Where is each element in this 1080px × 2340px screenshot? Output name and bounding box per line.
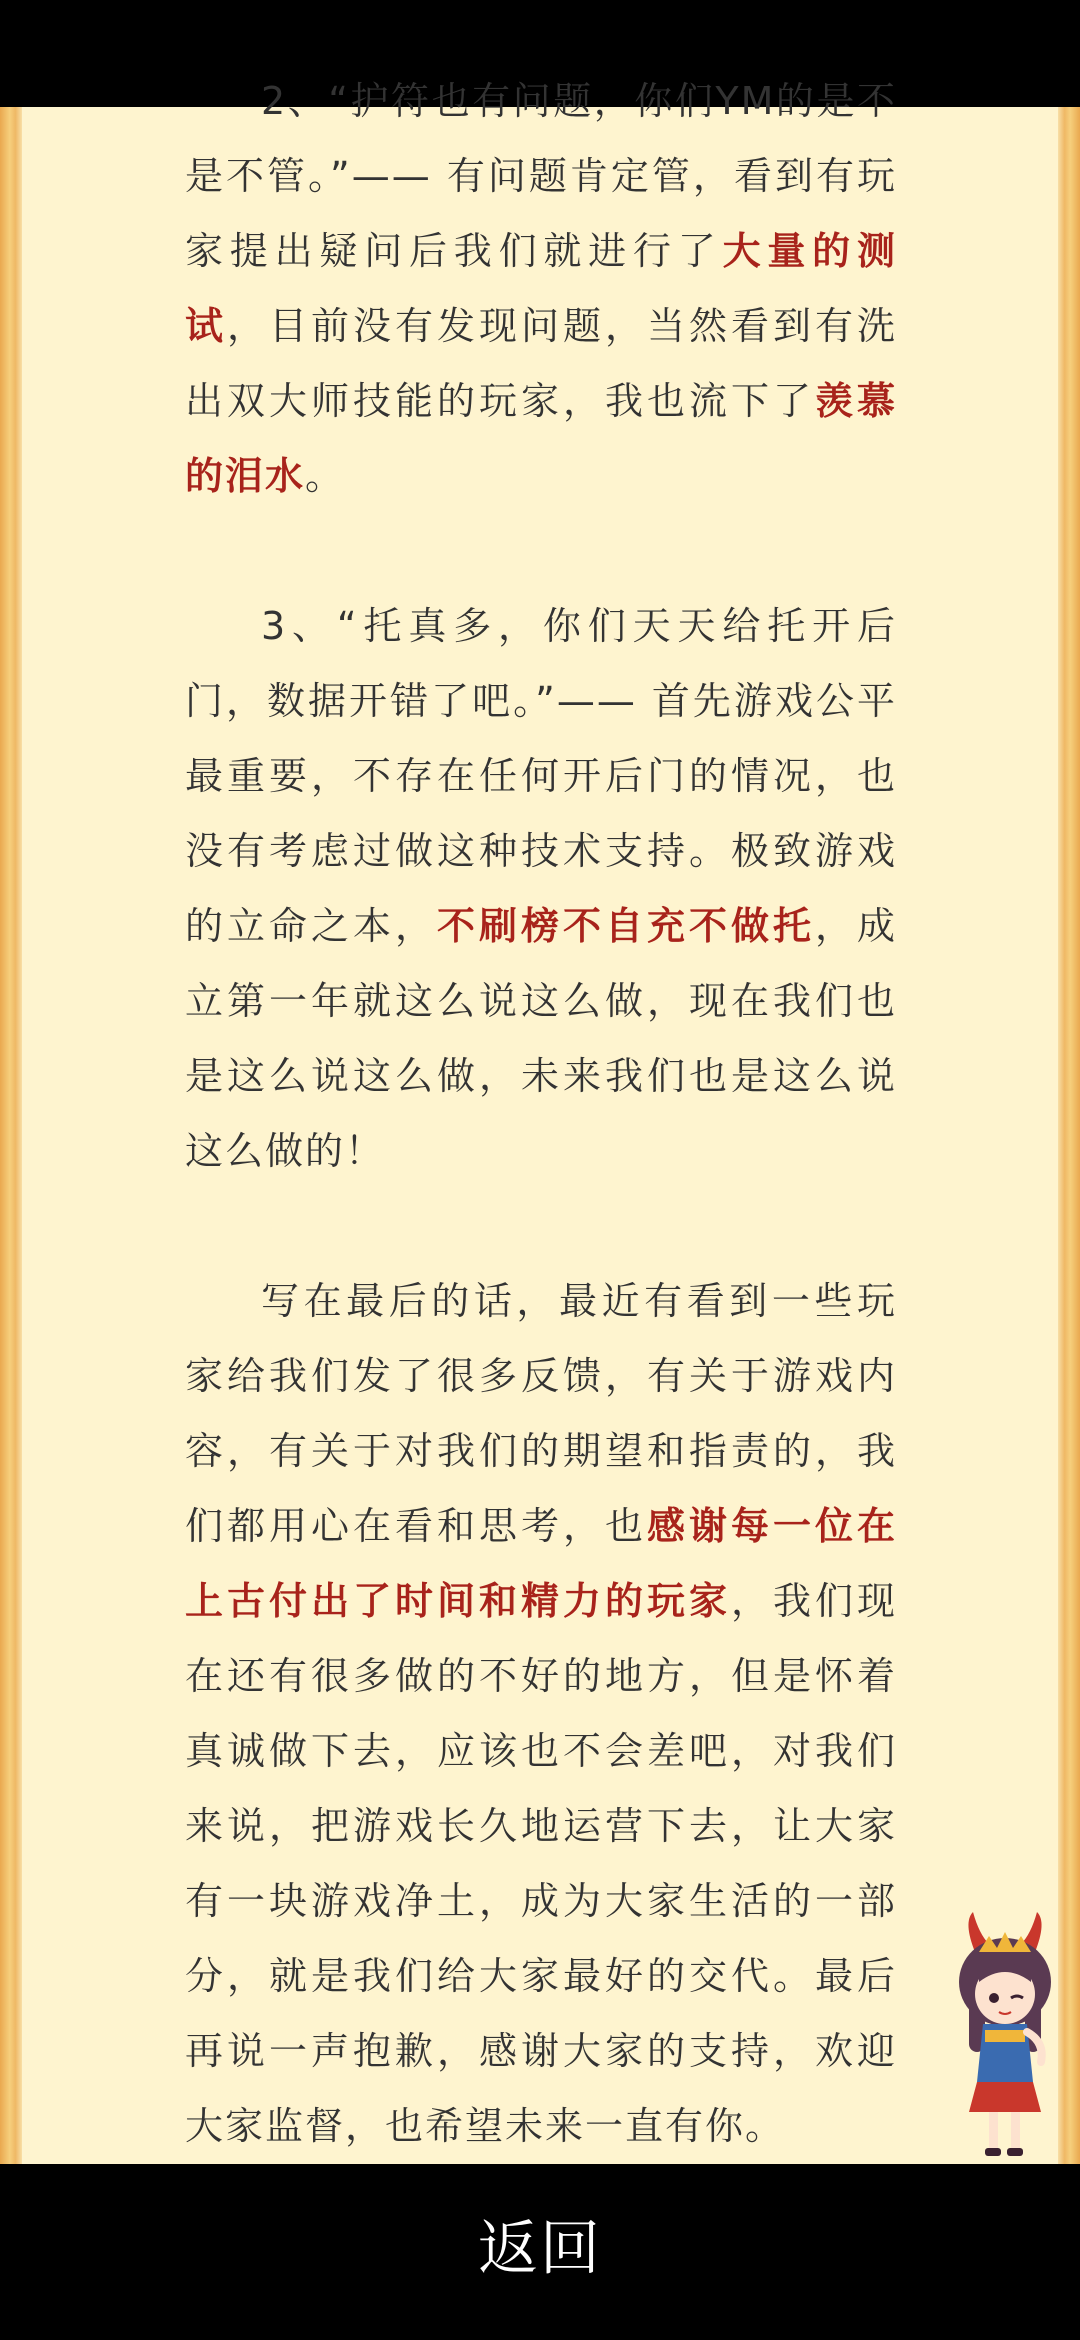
paragraph-text: 3、“托真多，你们天天给托开后门，数据开错了吧。”—— 首先游戏公平最重要，不存在任何开后门的情况，也没有考虑过做这种技术支持。极致游戏的立命之本， bbox=[185, 604, 897, 948]
paragraph-text: ，成立第一年就这么说这么做，现在我们也是这么说这么做，未来我们也是这么说这么做的！ bbox=[185, 904, 897, 1173]
decorative-border-left bbox=[0, 107, 22, 2164]
paragraph-text: 写在最后的话，最近有看到一些玩家给我们发了很多反馈，有关于游戏内容，有关于对我们的期望和指责的，我们都用心在看和思考，也 bbox=[185, 1279, 897, 1548]
highlighted-text: 羡慕的泪水 bbox=[185, 379, 897, 498]
article-paragraph bbox=[185, 1264, 897, 2164]
highlighted-text: 不刷榜不自充不做托 bbox=[436, 904, 815, 948]
paragraph-text: 2、“护符也有问题，你们YM的是不是不管。”—— 有问题肯定管，看到有玩家提出疑问后我们就进行了 bbox=[185, 79, 897, 273]
paragraph-text: 。 bbox=[305, 454, 346, 498]
bottom-bar bbox=[0, 2164, 1080, 2340]
decorative-border-right bbox=[1058, 107, 1080, 2164]
highlighted-text: 感谢每一位在上古付出了时间和精力的玩家 bbox=[185, 1504, 897, 1623]
article-paragraph bbox=[185, 64, 897, 514]
back-button[interactable]: 返回 bbox=[478, 2214, 602, 2284]
paragraph-text: ，我们现在还有很多做的不好的地方，但是怀着真诚做下去，应该也不会差吧，对我们来说，把游戏长久地运营下去，让大家有一块游戏净土，成为大家生活的一部分，就是我们给大家最好的交代。最后再说一声抱歉，感谢大家的支持，欢迎大家监督，也希望未来一直有你。 bbox=[185, 1579, 897, 2148]
highlighted-text: 大量的测试 bbox=[185, 229, 897, 348]
article-paragraph bbox=[185, 589, 897, 1189]
paragraph-text: ，目前没有发现问题，当然看到有洗出双大师技能的玩家，我也流下了 bbox=[185, 304, 897, 423]
article-content bbox=[185, 64, 897, 2239]
article-frame[interactable] bbox=[0, 79, 1080, 2164]
